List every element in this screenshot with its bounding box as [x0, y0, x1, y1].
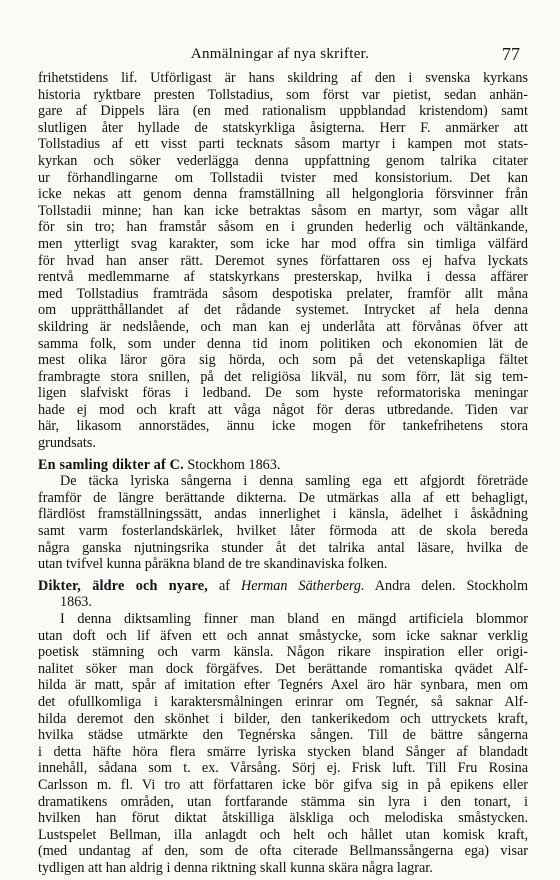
- page-number: 77: [502, 44, 520, 64]
- line-text: 1863.: [60, 594, 92, 611]
- line-text: Lustspelet Bellman, illa anlagdt och helt och hållet utan komisk kraft,: [38, 826, 528, 843]
- author-prefix: af: [218, 577, 230, 594]
- text-line: [38, 236, 528, 253]
- text-line: [38, 661, 528, 678]
- text-line: [38, 540, 528, 557]
- line-text: det ofullkomliga i karaktersmålningen erinrar om Tegnér, så saknar Alf-: [38, 693, 528, 710]
- entry-heading-line: [38, 578, 528, 595]
- text-line: [38, 711, 528, 728]
- line-text: utan doft och lif äfven ett och annat småstycke, som icke saknar verklig: [38, 627, 528, 644]
- line-text: Andra delen. Stockholm: [374, 577, 528, 594]
- line-text: hvilken han förut diktat åtskilliga älskliga och melodiska småstycken.: [38, 810, 528, 827]
- line-text: dramatikens områden, utan fortfarande stämma sin lyra i den tonart, i: [38, 793, 528, 810]
- text-line: [38, 594, 528, 611]
- text-line: [38, 644, 528, 661]
- line-text: Stockhom 1863.: [187, 456, 281, 473]
- line-text: några ganska njutningsrika stunder åt det talrika antal läsare, hvilka de: [38, 539, 528, 556]
- line-text: kyrkan och söker vederlägga denna uppfattning genom talrika citater: [38, 152, 528, 169]
- line-text: men ytterligt svag karakter, som icke har mod offra sin timliga välfärd: [38, 235, 528, 252]
- text-line: [38, 203, 528, 220]
- text-line: [38, 120, 528, 137]
- text-line: [38, 490, 528, 507]
- text-line: [38, 319, 528, 336]
- text-line: [38, 269, 528, 286]
- line-text: I denna diktsamling finner man bland en mängd artificiela blommor: [60, 611, 528, 627]
- line-text: icke nekas att genom denna framställning all helgongloria försvinner från: [38, 186, 528, 203]
- line-text: grundsats.: [38, 435, 96, 452]
- text-line: [38, 744, 528, 761]
- line-text: hilda är matt, spår af imitation efter Tegnérs Axel äro här synbara, men om: [38, 677, 528, 694]
- text-line: [38, 402, 528, 419]
- line-text: om upprätthållandet af det rådande systemet. Intrycket af hela denna: [38, 302, 528, 319]
- line-text: tydligen att han aldrig i denna riktning skall kunna skära några lagrar.: [38, 859, 433, 876]
- line-text: med Tollstadius framträda såsom despotiska prelater, framför allt måna: [38, 285, 528, 302]
- text-line: [38, 694, 528, 711]
- text-line: [38, 628, 528, 645]
- line-text: frihetstidens lif. Utförligast är hans skildring af den i svenska kyrkans: [38, 70, 528, 86]
- text-line: [38, 473, 528, 490]
- text-line: [38, 860, 528, 877]
- text-line: [38, 336, 528, 353]
- text-line: [38, 727, 528, 744]
- text-line: [38, 843, 528, 860]
- text-line: [38, 677, 528, 694]
- line-text: gare af Dippels lära (en med rationalism uppblandad kristendom) samt: [38, 103, 528, 120]
- line-text: nalitet söker man dock förgäfves. Det berättande romantiska qvädet Alf-: [38, 660, 528, 677]
- line-text: slutligen åter hyllade de statskyrkliga åsigterna. Herr F. anmärker att: [38, 119, 528, 136]
- line-text: ligen slafviskt föras i ledband. De som hyste reformatoriska meningar: [38, 385, 528, 402]
- text-line: [38, 435, 528, 452]
- text-line: [38, 70, 528, 87]
- text-line: [38, 611, 528, 628]
- line-text: innehåll, sådana som t. ex. Vårsång. Sörj ej. Frisk luft. Till Fru Rosina: [38, 760, 528, 777]
- line-text: frambragte stora snillen, på det religiösa likväl, nu som förr, lät sig tem-: [38, 368, 528, 385]
- line-text: utan tvifvel kunna påräkna bland de tre skandinaviska folken.: [38, 556, 388, 573]
- line-text: här, likasom annorstädes, ännu icke mogen för tankefrihetens stora: [38, 418, 528, 435]
- line-text: framför de längre berättande dikterna. De utmärkas alla af ett behagligt,: [38, 489, 528, 506]
- line-text: skildring är nedslående, och man kan ej underlåta att förvånas öfver att: [38, 318, 528, 335]
- line-text: för sin tro; han framstår såsom en i grunden hederlig och vältänkande,: [38, 219, 528, 236]
- text-line: [38, 369, 528, 386]
- line-text: hilda deremot den skönhet i bilder, den tankerikedom och uttryckets kraft,: [38, 710, 528, 727]
- text-line: [38, 777, 528, 794]
- text-line: [38, 418, 528, 435]
- text-line: [38, 87, 528, 104]
- line-text: i detta häfte höra flera smärre lyriska stycken bland Sånger af blandadt: [38, 743, 528, 760]
- text-line: [38, 302, 528, 319]
- line-text: hvilka städse utmärkte den Tegnérska sången. Till de bättre sångerna: [38, 727, 528, 744]
- line-text: mest olika läror göra sig hörda, och som på det vetenskapliga fältet: [38, 352, 528, 369]
- text-line: [38, 794, 528, 811]
- line-text: Tollstadii minne; han kan icke betraktas såsom en martyr, som vågar allt: [38, 202, 528, 219]
- book-title: En samling dikter af C.: [38, 456, 184, 473]
- text-line: [38, 170, 528, 187]
- line-text: ur förhandlingarne om Tollstadii tvister med konsistorium. Det kan: [38, 169, 528, 186]
- line-text: flärdlöst framställningssätt, andas innerlighet i känsla, ädelhet i åskådning: [38, 506, 528, 523]
- line-text: De täcka lyriska sångerna i denna samling ega ett afgjordt företräde: [60, 473, 528, 490]
- text-line: [38, 760, 528, 777]
- line-text: Carlsson m. fl. Vi tro att författaren icke bör gifva sig in på epikens eller: [38, 776, 528, 793]
- author-name: Herman Sätherberg.: [240, 577, 365, 594]
- book-title: Dikter, äldre och nyare,: [38, 577, 208, 594]
- text-line: [38, 352, 528, 369]
- line-text: historia ryktbare presten Tollstadius, som först var pietist, sedan anhän-: [38, 86, 528, 103]
- text-line: [38, 810, 528, 827]
- line-text: (med undantag af den, som de ofta citerade Bellmanssångerna ega) visar: [38, 843, 528, 860]
- line-text: samt varm fosterlandskärlek, hvilket låter förmoda att de skola bereda: [38, 523, 528, 540]
- line-text: för hvad han anser rätt. Deremot synes författaren oss ej hafva lyckats: [38, 252, 528, 269]
- text-line: [38, 506, 528, 523]
- text-line: [38, 153, 528, 170]
- line-text: hade ej mod och kraft att våga något för deras utbredande. Tiden var: [38, 401, 528, 418]
- text-line: [38, 385, 528, 402]
- text-line: [38, 136, 528, 153]
- text-line: [38, 827, 528, 844]
- line-text: poetisk stämning och varm känsla. Någon rikare inspiration eller origi-: [38, 644, 528, 661]
- line-text: rentvå medlemmarne af statskyrkans presterskap, hvilka i dessa affärer: [38, 269, 528, 286]
- running-title: Anmälningar af nya skrifter.: [190, 46, 370, 62]
- text-line: [38, 219, 528, 236]
- text-line: [38, 253, 528, 270]
- line-text: Tollstadius af ett visst parti tecknats såsom martyr i kampen mot stats-: [38, 136, 528, 153]
- text-line: [38, 556, 528, 573]
- line-text: samma folk, som under denna tid inom politiken och ekonomien lät de: [38, 335, 528, 352]
- body-text: [38, 70, 528, 877]
- text-line: [38, 103, 528, 120]
- text-line: [38, 523, 528, 540]
- text-line: [38, 286, 528, 303]
- text-line: [38, 186, 528, 203]
- entry-heading-line: [38, 457, 528, 474]
